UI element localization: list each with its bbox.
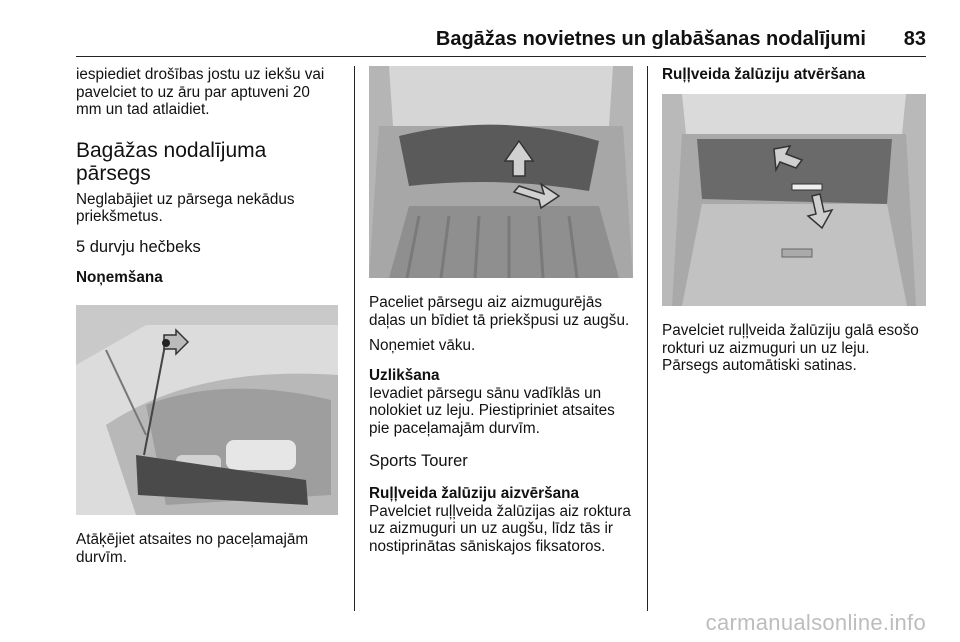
header-title: Bagāžas novietnes un glabāšanas nodalījumi bbox=[435, 28, 866, 50]
section-text: Neglabājiet uz pārsega nekādus priekšmetus. bbox=[76, 190, 295, 226]
intro-text: iespiediet drošības jostu uz iekšu vai pavelciet to uz āru par aptuveni 20 mm un tad atlaidiet. bbox=[76, 66, 325, 119]
close-text: Pavelciet ruļļveida žalūzijas aiz roktura uz aizmuguri un uz augšu, līdz tās ir nostiprinātas sāniskajos fiksatoros. bbox=[369, 502, 631, 555]
roller-blind-open-image bbox=[662, 94, 926, 306]
sports-tourer-title: Sports Tourer bbox=[369, 451, 468, 470]
removal-caption: Atāķējiet atsaites no paceļamajām durvīm. bbox=[76, 530, 309, 566]
install-text: Ievadiet pārsegu sānu vadīklās un nolokiet uz leju. Piestipriniet atsaites pie paceļamajām durvīm. bbox=[369, 384, 615, 437]
install-title: Uzlikšana bbox=[369, 366, 440, 384]
column-divider bbox=[647, 66, 648, 611]
lift-text: Paceliet pārsegu aiz aizmugurējās daļas un bīdiet tā priekšpusi uz augšu. bbox=[369, 294, 630, 329]
watermark: carmanualsonline.info bbox=[705, 610, 926, 635]
subsection-title: 5 durvju hečbeks bbox=[76, 237, 201, 256]
page-header bbox=[76, 28, 926, 57]
column-3 bbox=[662, 66, 926, 375]
close-title: Ruļļveida žalūziju aizvēršana bbox=[369, 484, 579, 502]
cargo-cover-lift-image bbox=[369, 66, 633, 278]
page-number: 83 bbox=[903, 28, 926, 50]
section-title: Bagāžas nodalījuma pārsegs bbox=[76, 138, 267, 185]
removal-title: Noņemšana bbox=[76, 268, 163, 286]
remove-text: Noņemiet vāku. bbox=[369, 337, 476, 355]
open-title: Ruļļveida žalūziju atvēršana bbox=[662, 66, 866, 83]
cargo-cover-removal-image bbox=[76, 305, 338, 515]
column-1 bbox=[76, 66, 338, 566]
open-text: Pavelciet ruļļveida žalūziju galā esošo rokturi uz aizmuguri un uz leju. Pārsegs automātiski satinas. bbox=[662, 322, 919, 375]
column-divider bbox=[354, 66, 355, 611]
column-2 bbox=[369, 66, 633, 555]
